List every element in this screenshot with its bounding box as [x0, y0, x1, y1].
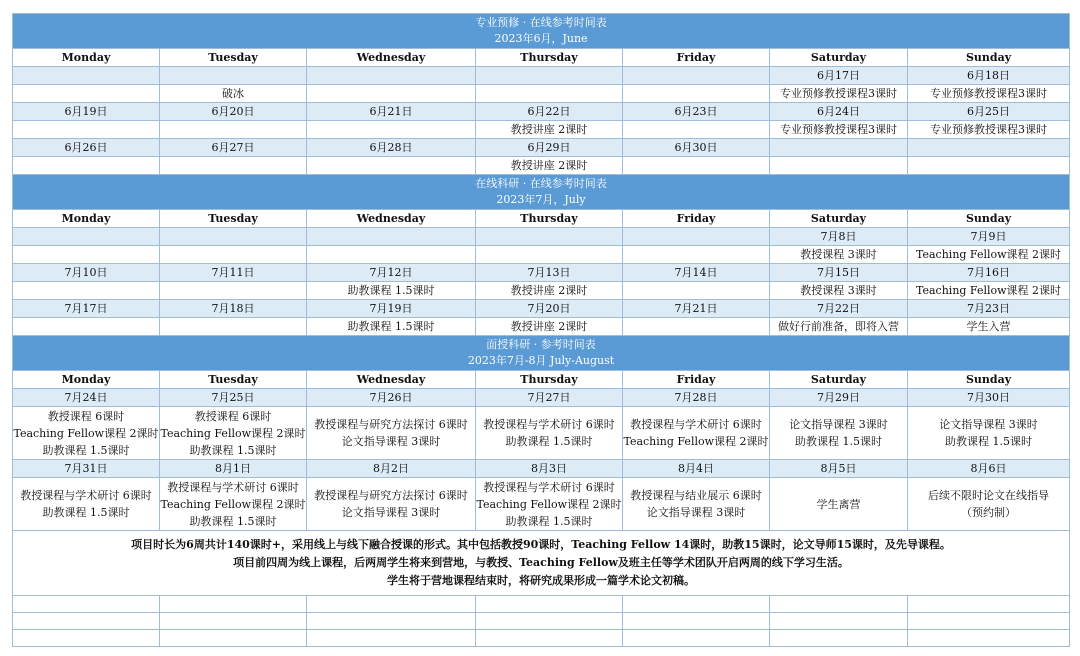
date-cell: 6月25日 — [908, 103, 1070, 121]
activity-line: 助教课程 1.5课时 — [189, 443, 277, 457]
date-cell: 7月21日 — [623, 300, 770, 318]
activity-cell — [908, 407, 1070, 460]
date-row — [13, 103, 1070, 121]
activity-line: 论文指导课程 3课时 — [939, 418, 1038, 431]
activity-cell — [13, 318, 160, 336]
empty-cell — [13, 630, 160, 647]
activity-cell — [13, 246, 160, 264]
date-cell: 8月2日 — [307, 460, 476, 478]
weekday-header: Monday — [13, 371, 160, 389]
activity-line: 学生离营 — [816, 497, 861, 511]
activity-line: （预约制） — [961, 506, 1017, 519]
empty-cell — [160, 630, 307, 647]
activity-cell — [623, 246, 770, 264]
activity-cell — [623, 282, 770, 300]
activity-cell: 教授讲座 2课时 — [476, 121, 623, 139]
weekday-header: Monday — [13, 210, 160, 228]
activity-cell: 做好行前准备，即将入营 — [770, 318, 908, 336]
activity-cell — [623, 318, 770, 336]
weekday-header: Sunday — [908, 49, 1070, 67]
activity-row — [13, 478, 1070, 531]
date-cell: 7月12日 — [307, 264, 476, 282]
activity-cell — [13, 407, 160, 460]
section-title — [13, 336, 1070, 371]
activity-line: 教授课程与研究方法探讨 6课时 — [314, 489, 468, 502]
activity-line: 助教课程 1.5课时 — [945, 435, 1033, 448]
activity-cell: 专业预修教授课程3课时 — [908, 85, 1070, 103]
date-cell: 8月4日 — [623, 460, 770, 478]
date-cell: 7月24日 — [13, 389, 160, 407]
date-cell: 6月30日 — [623, 139, 770, 157]
date-cell: 8月3日 — [476, 460, 623, 478]
empty-cell — [160, 596, 307, 613]
date-cell: 7月19日 — [307, 300, 476, 318]
notes-row — [13, 531, 1070, 596]
activity-cell — [160, 121, 307, 139]
section-subtitle: 2023年7月，July — [496, 193, 586, 206]
weekday-header: Tuesday — [160, 371, 307, 389]
date-cell: 6月27日 — [160, 139, 307, 157]
date-cell — [908, 139, 1070, 157]
activity-line: Teaching Fellow课程 2课时 — [623, 435, 769, 448]
note-line: 项目时长为6周共计140课时+，采用线上与线下融合授课的形式。其中包括教授90课时，Teaching Fellow 14课时，助教15课时，论文导师15课时，及先导课程。 — [131, 538, 951, 551]
activity-cell — [623, 121, 770, 139]
activity-cell — [623, 157, 770, 175]
weekday-header: Sunday — [908, 210, 1070, 228]
activity-cell: 助教课程 1.5课时 — [307, 282, 476, 300]
empty-cell — [770, 596, 908, 613]
section-title — [13, 175, 1070, 210]
empty-cell — [770, 613, 908, 630]
date-cell: 6月17日 — [770, 67, 908, 85]
activity-cell — [770, 407, 908, 460]
empty-cell — [476, 613, 623, 630]
activity-cell — [908, 478, 1070, 531]
date-cell: 7月13日 — [476, 264, 623, 282]
date-cell: 6月22日 — [476, 103, 623, 121]
weekday-header: Thursday — [476, 49, 623, 67]
date-cell — [307, 67, 476, 85]
activity-cell: 教授讲座 2课时 — [476, 318, 623, 336]
activity-row — [13, 318, 1070, 336]
activity-cell — [160, 318, 307, 336]
activity-line: 教授课程 6课时 — [47, 409, 125, 423]
empty-cell — [476, 630, 623, 647]
activity-cell — [307, 246, 476, 264]
date-cell: 7月10日 — [13, 264, 160, 282]
date-cell — [160, 228, 307, 246]
activity-line: 论文指导课程 3课时 — [789, 418, 888, 431]
empty-cell — [623, 613, 770, 630]
activity-line: 助教课程 1.5课时 — [505, 514, 593, 528]
date-cell: 7月23日 — [908, 300, 1070, 318]
activity-cell — [623, 407, 770, 460]
date-cell: 7月8日 — [770, 228, 908, 246]
activity-cell — [307, 157, 476, 175]
weekday-header: Tuesday — [160, 210, 307, 228]
section-title — [13, 14, 1070, 49]
section-title-text: 专业预修 · 在线参考时间表 — [475, 16, 607, 29]
date-row — [13, 67, 1070, 85]
section-title-text: 面授科研 · 参考时间表 — [486, 338, 596, 351]
activity-cell: 学生入营 — [908, 318, 1070, 336]
activity-cell — [13, 85, 160, 103]
activity-cell — [476, 85, 623, 103]
date-cell: 6月29日 — [476, 139, 623, 157]
date-cell: 7月9日 — [908, 228, 1070, 246]
activity-cell: 专业预修教授课程3课时 — [770, 121, 908, 139]
weekday-header-row — [13, 49, 1070, 67]
date-cell: 6月28日 — [307, 139, 476, 157]
activity-cell: 破冰 — [160, 85, 307, 103]
activity-line: 教授课程与学术研讨 6课时 — [630, 418, 762, 431]
empty-cell — [623, 630, 770, 647]
program-notes — [13, 531, 1070, 596]
date-cell: 6月20日 — [160, 103, 307, 121]
schedule-sheet — [12, 13, 1070, 647]
date-row — [13, 389, 1070, 407]
date-cell: 7月26日 — [307, 389, 476, 407]
activity-row — [13, 407, 1070, 460]
activity-cell: 助教课程 1.5课时 — [307, 318, 476, 336]
weekday-header-row — [13, 371, 1070, 389]
activity-line: 助教课程 1.5课时 — [42, 443, 130, 457]
activity-cell — [476, 407, 623, 460]
empty-cell — [160, 613, 307, 630]
date-cell: 6月24日 — [770, 103, 908, 121]
date-cell: 7月22日 — [770, 300, 908, 318]
date-cell — [623, 228, 770, 246]
activity-cell — [13, 157, 160, 175]
activity-cell: 专业预修教授课程3课时 — [908, 121, 1070, 139]
date-cell: 7月30日 — [908, 389, 1070, 407]
weekday-header: Saturday — [770, 210, 908, 228]
empty-cell — [908, 596, 1070, 613]
date-row — [13, 300, 1070, 318]
activity-cell: 教授课程 3课时 — [770, 246, 908, 264]
date-row — [13, 264, 1070, 282]
activity-cell — [770, 478, 908, 531]
empty-row — [13, 596, 1070, 613]
activity-cell — [476, 246, 623, 264]
empty-cell — [623, 596, 770, 613]
activity-cell: 教授课程 3课时 — [770, 282, 908, 300]
date-cell — [160, 67, 307, 85]
activity-line: 教授课程 6课时 — [194, 409, 272, 423]
activity-line: Teaching Fellow课程 2课时 — [13, 426, 159, 440]
activity-cell — [307, 121, 476, 139]
activity-cell: 教授讲座 2课时 — [476, 282, 623, 300]
activity-row — [13, 246, 1070, 264]
activity-cell — [770, 157, 908, 175]
activity-cell — [307, 85, 476, 103]
weekday-header: Wednesday — [307, 371, 476, 389]
empty-cell — [307, 630, 476, 647]
section-subtitle: 2023年6月，June — [494, 32, 588, 45]
date-cell: 6月18日 — [908, 67, 1070, 85]
activity-cell — [160, 407, 307, 460]
date-cell: 7月28日 — [623, 389, 770, 407]
activity-line: 助教课程 1.5课时 — [795, 435, 882, 448]
activity-cell — [160, 478, 307, 531]
empty-cell — [13, 613, 160, 630]
date-cell: 6月19日 — [13, 103, 160, 121]
activity-cell — [623, 478, 770, 531]
activity-cell: 教授讲座 2课时 — [476, 157, 623, 175]
activity-line: 教授课程与学术研讨 6课时 — [167, 480, 299, 494]
date-cell — [623, 67, 770, 85]
date-cell: 7月16日 — [908, 264, 1070, 282]
activity-line: 教授课程与学术研讨 6课时 — [483, 480, 615, 494]
weekday-header: Friday — [623, 210, 770, 228]
section-title-text: 在线科研 · 在线参考时间表 — [475, 177, 607, 190]
empty-cell — [476, 596, 623, 613]
weekday-header: Thursday — [476, 371, 623, 389]
weekday-header: Thursday — [476, 210, 623, 228]
activity-line: 论文指导课程 3课时 — [341, 435, 441, 448]
empty-cell — [908, 630, 1070, 647]
empty-row — [13, 630, 1070, 647]
section-title-row — [13, 175, 1070, 210]
section-subtitle: 2023年7月-8月 July-August — [467, 354, 615, 367]
date-cell: 7月14日 — [623, 264, 770, 282]
weekday-header-row — [13, 210, 1070, 228]
date-cell — [476, 228, 623, 246]
activity-cell — [623, 85, 770, 103]
note-line: 项目前四周为线上课程，后两周学生将来到营地，与教授、Teaching Fellow及班主任等学术团队开启两周的线下学习生活。 — [233, 556, 849, 569]
activity-cell — [160, 246, 307, 264]
activity-row — [13, 85, 1070, 103]
activity-line: 教授课程与学术研讨 6课时 — [483, 418, 615, 431]
date-cell: 7月15日 — [770, 264, 908, 282]
activity-row — [13, 157, 1070, 175]
activity-row — [13, 121, 1070, 139]
activity-cell — [476, 478, 623, 531]
activity-cell: Teaching Fellow课程 2课时 — [908, 246, 1070, 264]
date-cell — [13, 228, 160, 246]
activity-cell — [13, 121, 160, 139]
date-cell: 7月17日 — [13, 300, 160, 318]
activity-line: Teaching Fellow课程 2课时 — [160, 497, 306, 511]
date-cell: 8月5日 — [770, 460, 908, 478]
activity-cell — [13, 478, 160, 531]
weekday-header: Friday — [623, 371, 770, 389]
empty-cell — [770, 630, 908, 647]
date-cell — [13, 67, 160, 85]
date-cell: 6月21日 — [307, 103, 476, 121]
weekday-header: Saturday — [770, 49, 908, 67]
date-cell: 7月11日 — [160, 264, 307, 282]
date-cell — [307, 228, 476, 246]
date-cell: 7月29日 — [770, 389, 908, 407]
date-row — [13, 139, 1070, 157]
activity-line: 论文指导课程 3课时 — [341, 506, 441, 519]
activity-line: 教授课程与研究方法探讨 6课时 — [314, 418, 468, 431]
date-cell: 7月18日 — [160, 300, 307, 318]
date-cell: 8月6日 — [908, 460, 1070, 478]
section-title-row — [13, 336, 1070, 371]
weekday-header: Monday — [13, 49, 160, 67]
activity-line: 论文指导课程 3课时 — [646, 506, 746, 519]
date-cell — [770, 139, 908, 157]
activity-row — [13, 282, 1070, 300]
empty-cell — [307, 596, 476, 613]
weekday-header: Wednesday — [307, 49, 476, 67]
activity-cell — [160, 282, 307, 300]
activity-line: 助教课程 1.5课时 — [42, 506, 130, 519]
date-cell: 7月27日 — [476, 389, 623, 407]
weekday-header: Friday — [623, 49, 770, 67]
activity-cell — [160, 157, 307, 175]
empty-cell — [307, 613, 476, 630]
date-cell — [476, 67, 623, 85]
weekday-header: Tuesday — [160, 49, 307, 67]
activity-cell — [307, 407, 476, 460]
activity-line: 教授课程与结业展示 6课时 — [630, 489, 762, 502]
date-row — [13, 228, 1070, 246]
empty-row — [13, 613, 1070, 630]
date-cell: 7月20日 — [476, 300, 623, 318]
activity-line: 助教课程 1.5课时 — [505, 435, 593, 448]
activity-line: 后续不限时论文在线指导 — [928, 489, 1050, 502]
activity-line: Teaching Fellow课程 2课时 — [476, 497, 622, 511]
activity-cell: 专业预修教授课程3课时 — [770, 85, 908, 103]
activity-line: 助教课程 1.5课时 — [189, 514, 277, 528]
date-cell: 6月26日 — [13, 139, 160, 157]
date-row — [13, 460, 1070, 478]
weekday-header: Saturday — [770, 371, 908, 389]
activity-cell: Teaching Fellow课程 2课时 — [908, 282, 1070, 300]
empty-cell — [13, 596, 160, 613]
activity-line: Teaching Fellow课程 2课时 — [160, 426, 306, 440]
weekday-header: Wednesday — [307, 210, 476, 228]
activity-cell — [908, 157, 1070, 175]
date-cell: 7月25日 — [160, 389, 307, 407]
date-cell: 7月31日 — [13, 460, 160, 478]
activity-cell — [307, 478, 476, 531]
note-line: 学生将于营地课程结束时，将研究成果形成一篇学术论文初稿。 — [387, 574, 696, 587]
date-cell: 8月1日 — [160, 460, 307, 478]
empty-cell — [908, 613, 1070, 630]
activity-line: 教授课程与学术研讨 6课时 — [20, 489, 152, 502]
section-title-row — [13, 14, 1070, 49]
weekday-header: Sunday — [908, 371, 1070, 389]
date-cell: 6月23日 — [623, 103, 770, 121]
activity-cell — [13, 282, 160, 300]
